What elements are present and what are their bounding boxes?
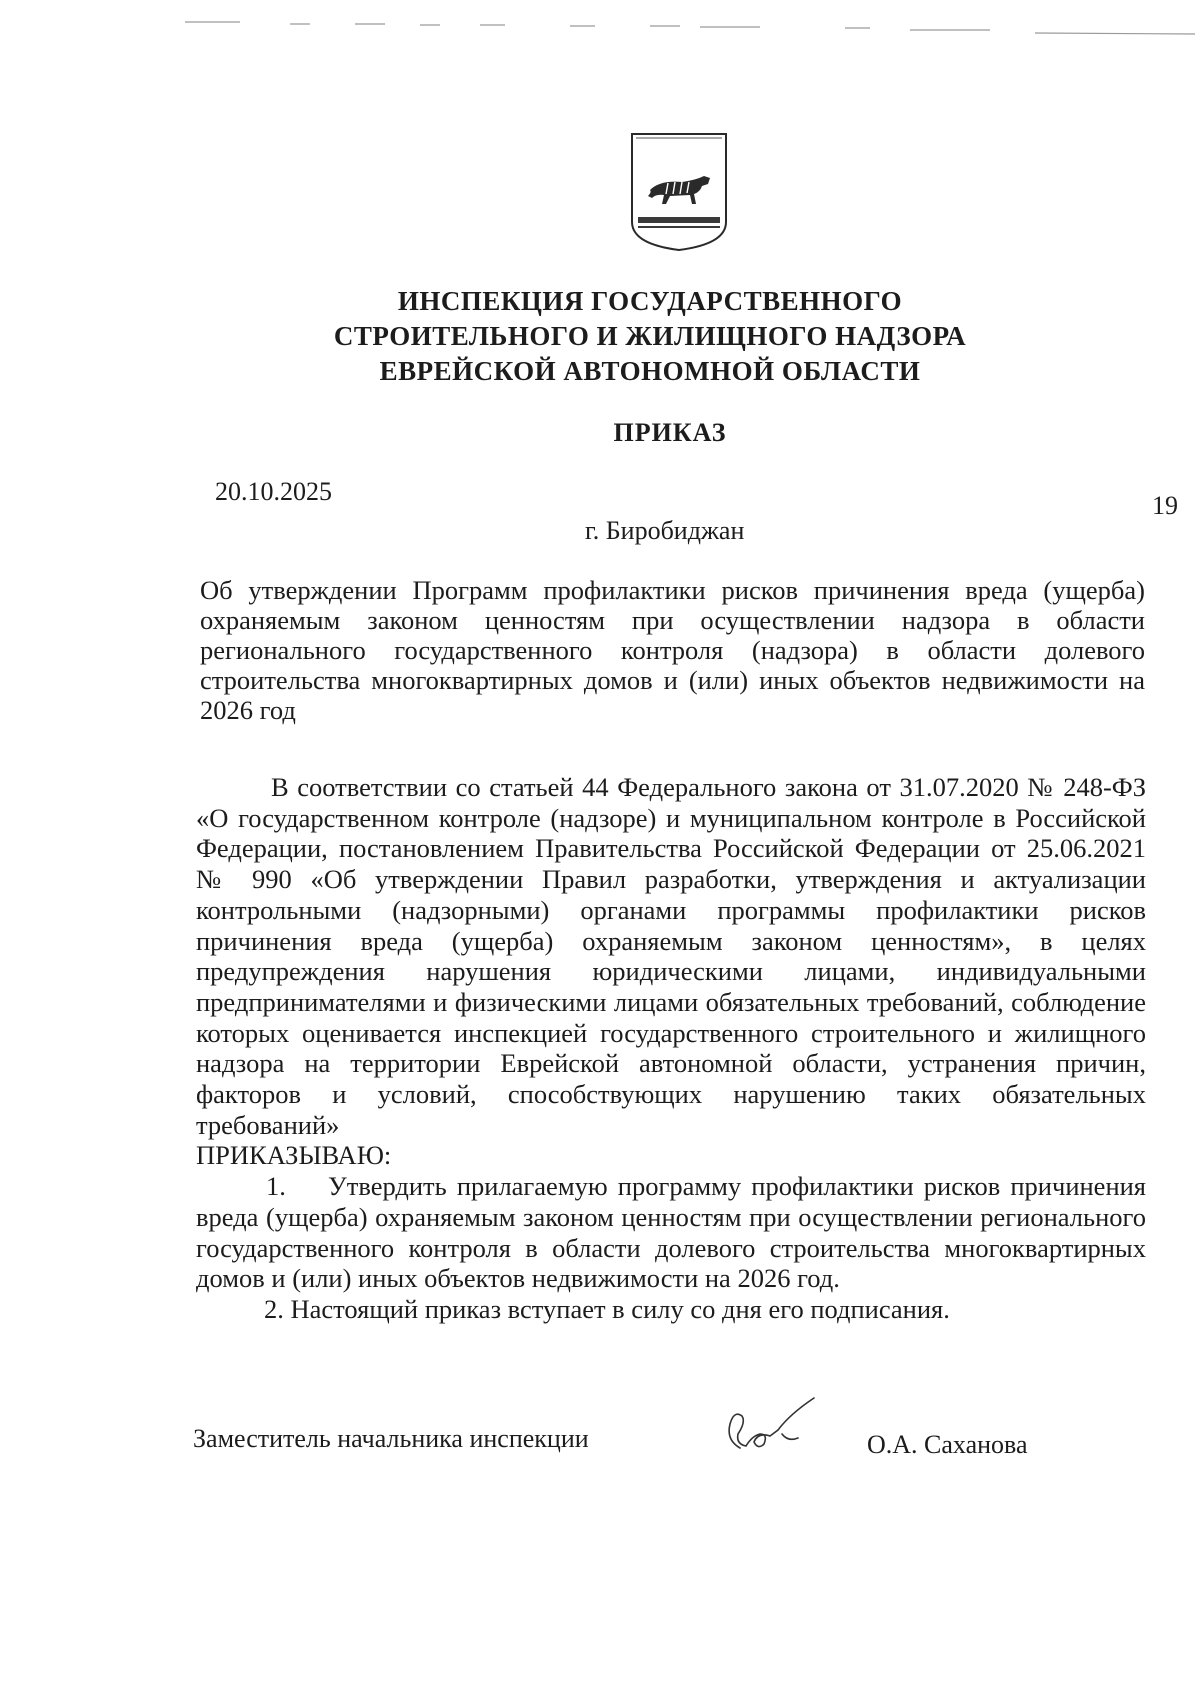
scan-edge-artifacts bbox=[0, 0, 1200, 40]
document-body bbox=[196, 772, 1146, 1325]
item-number: 1. bbox=[266, 1171, 286, 1202]
org-line: ЕВРЕЙСКОЙ АВТОНОМНОЙ ОБЛАСТИ bbox=[379, 356, 921, 386]
preamble-paragraph: В соответствии со статьей 44 Федерального закона от 31.07.2020 № 248-ФЗ «О государственном контроле (надзоре) и муниципальном контроле в Российской Федерации, постановлением Правительства Российской Федерации от 25.06.2021 № 990 «Об утверждении Правил разработки, утверждения и актуализации контрольными (надзорными) органами программы профилактики рисков причинения вреда (ущерба) охраняемым законом ценностям», в целях предупреждения нарушения юридическими лицами, индивидуальными предпринимателями и физическими лицами обязательных требований, соблюдение которых оценивается инспекцией государственного строительного и жилищного надзора на территории Еврейской автономной области, устранения причин, факторов и условий, способствующих нарушению таких обязательных требований» bbox=[196, 772, 1146, 1140]
document-date: 20.10.2025 bbox=[215, 477, 332, 506]
order-item-2: 2. Настоящий приказ вступает в силу со дня его подписания. bbox=[264, 1293, 950, 1324]
org-line: ИНСПЕКЦИЯ ГОСУДАРСТВЕННОГО bbox=[397, 286, 903, 316]
org-line: СТРОИТЕЛЬНОГО И ЖИЛИЩНОГО НАДЗОРА bbox=[333, 321, 967, 351]
organization-name bbox=[300, 284, 1000, 389]
document-city: г. Биробиджан bbox=[585, 516, 745, 545]
signatory-position: Заместитель начальника инспекции bbox=[193, 1424, 589, 1453]
item-text: Утвердить прилагаемую программу профилактики рисков причинения вреда (ущерба) охраняемым законом ценностям при осуществлении регионального государственного контроля в области долевого строительства многоквартирных домов и (или) иных объектов недвижимости на 2026 год. bbox=[196, 1171, 1146, 1294]
order-item-1 bbox=[196, 1171, 1146, 1294]
handwritten-signature bbox=[718, 1390, 828, 1460]
document-number: 19 bbox=[1152, 491, 1178, 520]
document-type-title: ПРИКАЗ bbox=[613, 418, 727, 447]
coat-of-arms-tiger-icon bbox=[630, 132, 728, 252]
signatory-name: О.А. Саханова bbox=[867, 1430, 1028, 1459]
order-word: ПРИКАЗЫВАЮ: bbox=[196, 1140, 392, 1171]
document-subject: Об утверждении Программ профилактики рисков причинения вреда (ущерба) охраняемым законом ценностям при осуществлении надзора в области регионального государственного контроля (надзора) в области долевого строительства многоквартирных домов и (или) иных объектов недвижимости на 2026 год bbox=[200, 575, 1145, 725]
